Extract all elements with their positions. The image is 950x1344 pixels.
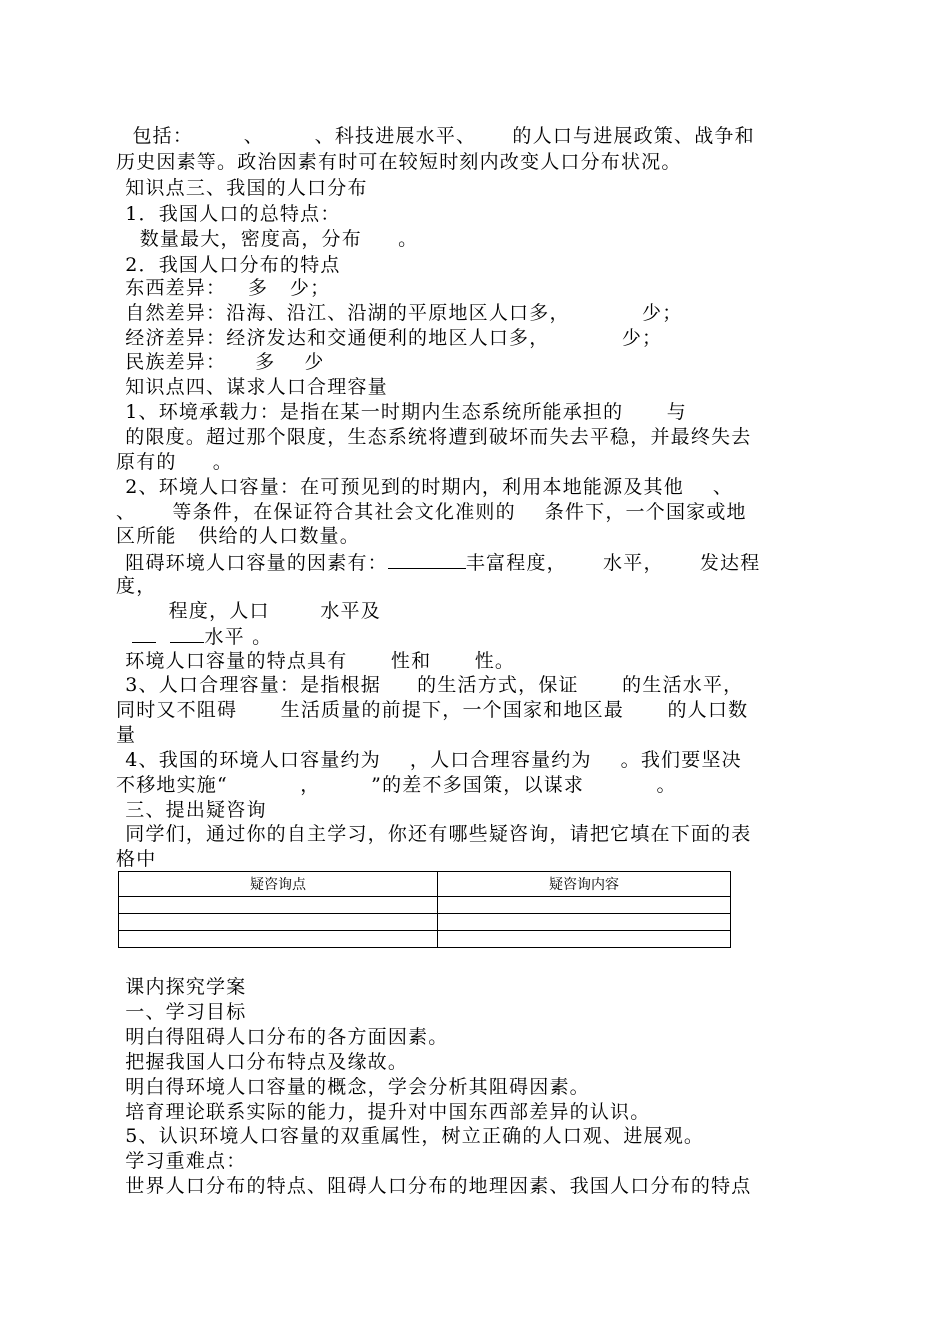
text-span: 丰富程度， 水平， 发达程 xyxy=(465,552,761,574)
list-item: 5、认识环境人口容量的双重属性，树立正确的人口观、进展观。 xyxy=(118,1125,705,1147)
section-heading: 三、提出疑咨询 xyxy=(118,799,267,821)
fill-blank xyxy=(170,624,204,643)
text-line: 度， xyxy=(116,575,157,597)
fill-gap xyxy=(156,625,170,643)
text-line: 2、环境人口容量：在可预见到的时期内，利用本地能源及其他 、 xyxy=(118,476,734,498)
fill-blank xyxy=(132,624,156,643)
table-header-row xyxy=(119,872,731,897)
text-line xyxy=(118,550,760,575)
section-heading: 学习重难点： xyxy=(118,1150,247,1172)
table-row xyxy=(119,897,731,914)
text-line: 1．我国人口的总特点： xyxy=(118,203,341,225)
text-span: 阻碍环境人口容量的因素有： xyxy=(118,552,388,574)
table-row xyxy=(119,914,731,931)
text-line: 环境人口容量的特点具有 性和 性。 xyxy=(118,650,516,672)
text-span: 水平 。 xyxy=(204,626,273,648)
text-line: 原有的 。 xyxy=(116,451,233,473)
list-item: 明白得环境人口容量的概念，学会分析其阻碍因素。 xyxy=(118,1076,590,1098)
text-span xyxy=(118,626,132,648)
table-cell[interactable] xyxy=(119,897,438,914)
section-heading: 一、学习目标 xyxy=(118,1001,247,1023)
table-header-cell: 疑咨询点 xyxy=(119,872,438,897)
text-line: 、 等条件，在保证符合其社会文化准则的 条件下，一个国家或地 xyxy=(116,501,747,523)
text-line: 区所能 供给的人口数量。 xyxy=(116,525,360,547)
text-line: 量 xyxy=(116,724,137,746)
text-line: 民族差异： 多 少 xyxy=(118,351,325,373)
section-heading: 知识点四、谋求人口合理容量 xyxy=(118,376,388,398)
text-line: 3、人口合理容量：是指根据 的生活方式，保证 的生活水平， xyxy=(118,674,744,696)
text-line: 历史因素等。政治因素有时可在较短时刻内改变人口分布状况。 xyxy=(116,151,682,173)
text-line: 不移地实施“ ， ”的差不多国策，以谋求 。 xyxy=(116,774,677,796)
text-line: 东西差异： 多 少； xyxy=(118,277,331,299)
text-line: 数量最大，密度高，分布 。 xyxy=(118,228,419,250)
text-line: 同时又不阻碍 生活质量的前提下，一个国家和地区最 的人口数 xyxy=(116,699,749,721)
text-line: 1、环境承载力：是指在某一时期内生态系统所能承担的 与 xyxy=(118,401,687,423)
table-cell[interactable] xyxy=(119,914,438,931)
text-line: 格中 xyxy=(116,848,157,870)
section-heading: 课内探究学案 xyxy=(118,976,247,998)
text-line: 2．我国人口分布的特点 xyxy=(118,254,341,276)
table-row xyxy=(119,931,731,948)
table-cell[interactable] xyxy=(438,897,731,914)
section-heading: 知识点三、我国的人口分布 xyxy=(118,177,368,199)
list-item: 把握我国人口分布特点及缘故。 xyxy=(118,1051,409,1073)
list-item: 明白得阻碍人口分布的各方面因素。 xyxy=(118,1026,449,1048)
table-cell[interactable] xyxy=(119,931,438,948)
fill-blank xyxy=(388,550,466,569)
text-line xyxy=(118,624,272,649)
text-line: 程度，人口 水平及 xyxy=(118,600,381,622)
text-line: 世界人口分布的特点、阻碍人口分布的地理因素、我国人口分布的特点 xyxy=(118,1175,752,1197)
text-line: 4、我国的环境人口容量约为 ，人口合理容量约为 。我们要坚决 xyxy=(118,749,742,771)
text-line: 同学们，通过你的自主学习，你还有哪些疑咨询，请把它填在下面的表 xyxy=(118,823,752,845)
question-table xyxy=(118,871,731,948)
table-cell[interactable] xyxy=(438,931,731,948)
text-line: 的限度。超过那个限度，生态系统将遭到破坏而失去平稳，并最终失去 xyxy=(118,426,752,448)
text-line: 自然差异：沿海、沿江、沿湖的平原地区人口多， 少； xyxy=(118,302,683,324)
text-line: 包括： 、 、科技进展水平、 的人口与进展政策、战争和 xyxy=(118,125,755,147)
table-header-cell: 疑咨询内容 xyxy=(438,872,731,897)
text-line: 经济差异：经济发达和交通便利的地区人口多， 少； xyxy=(118,327,663,349)
list-item: 培育理论联系实际的能力，提升对中国东西部差异的认识。 xyxy=(118,1101,651,1123)
table-cell[interactable] xyxy=(438,914,731,931)
